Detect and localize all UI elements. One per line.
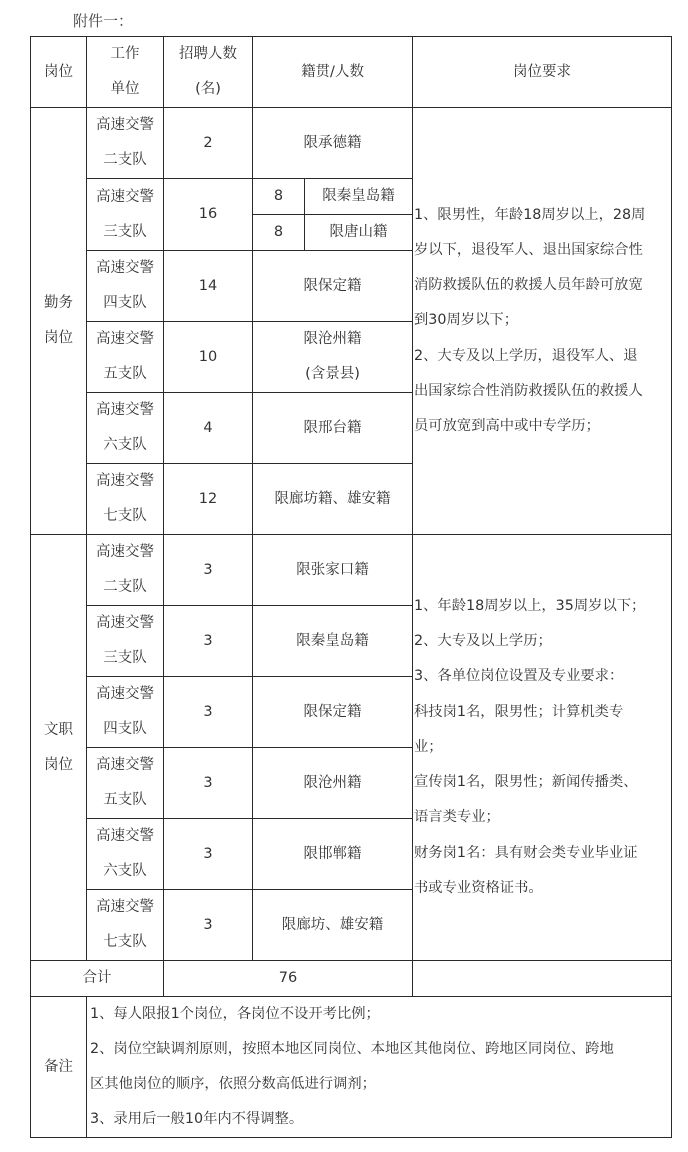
unit-cell: [87, 464, 164, 535]
total-label: 合计: [31, 961, 164, 997]
unit-line1: 高速交警: [96, 473, 154, 489]
count-cell: 3: [164, 535, 253, 606]
civil-post-label: [31, 535, 87, 961]
header-post: 岗位: [31, 37, 87, 108]
origin-line1: 限沧州籍: [303, 331, 362, 347]
origin-cell: 限邢台籍: [253, 393, 413, 464]
origin-cell: 限廊坊籍、雄安籍: [253, 464, 413, 535]
duty-label-line1: 勤务: [44, 295, 73, 311]
unit-cell: [87, 179, 164, 251]
req-line: 出国家综合性消防救援队伍的救援人: [414, 382, 643, 399]
total-empty: [413, 961, 672, 997]
table-row: [31, 535, 672, 606]
unit-line1: 高速交警: [96, 402, 154, 418]
unit-cell: [87, 748, 164, 819]
header-count-line2: (名): [195, 81, 221, 97]
count-cell: 3: [164, 819, 253, 890]
total-row: [31, 961, 672, 997]
count-cell: 3: [164, 748, 253, 819]
notes-row: [31, 997, 672, 1138]
origin-cell: 限廊坊、雄安籍: [253, 890, 413, 961]
origin-cell: 限沧州籍: [253, 748, 413, 819]
recruitment-table: [30, 36, 672, 1138]
unit-line2: 三支队: [103, 650, 147, 666]
origin-cell: [253, 322, 413, 393]
table-row: [31, 108, 672, 179]
origin-cell: 限秦皇岛籍: [253, 606, 413, 677]
unit-cell: [87, 251, 164, 322]
origin-cell: 限邯郸籍: [253, 819, 413, 890]
unit-line1: 高速交警: [96, 188, 154, 205]
civil-label-line2: 岗位: [44, 756, 73, 773]
origin-cell: 限保定籍: [253, 677, 413, 748]
unit-line1: 高速交警: [96, 828, 154, 844]
unit-cell: [87, 535, 164, 606]
sub-origin-cell: 限秦皇岛籍: [305, 179, 413, 215]
origin-cell: 限保定籍: [253, 251, 413, 322]
total-value: 76: [164, 961, 413, 997]
unit-cell: [87, 322, 164, 393]
req-line: 语言类专业；: [414, 809, 500, 826]
req-line: 到30周岁以下；: [414, 312, 518, 329]
req-line: 宣传岗1名，限男性；新闻传播类、: [414, 774, 638, 791]
origin-cell: 限承德籍: [253, 108, 413, 179]
req-line: 员可放宽到高中或中专学历；: [414, 418, 600, 434]
unit-line1: 高速交警: [96, 544, 154, 560]
note-line: 区其他岗位的顺序，依照分数高低进行调剂；: [90, 1076, 376, 1092]
req-line: 书或专业资格证书。: [414, 879, 543, 896]
note-line: 3、录用后一般10年内不得调整。: [90, 1111, 304, 1127]
unit-line2: 二支队: [103, 579, 147, 595]
duty-post-label: [31, 108, 87, 535]
req-line: 科技岗1名，限男性；计算机类专: [414, 703, 624, 720]
unit-line2: 七支队: [103, 508, 147, 524]
unit-line2: 四支队: [103, 295, 147, 311]
unit-cell: [87, 677, 164, 748]
notes-label: 备注: [31, 997, 87, 1138]
count-cell: 4: [164, 393, 253, 464]
unit-line2: 七支队: [103, 934, 147, 950]
civil-label-line1: 文职: [44, 721, 73, 738]
req-line: 1、限男性，年龄18周岁以上，28周: [414, 206, 646, 223]
unit-line2: 四支队: [103, 721, 147, 737]
unit-line1: 高速交警: [96, 615, 154, 631]
header-unit-line2: 单位: [110, 81, 140, 97]
count-cell: 14: [164, 251, 253, 322]
unit-line1: 高速交警: [96, 331, 154, 347]
count-cell: 16: [164, 179, 253, 251]
unit-line2: 六支队: [103, 437, 147, 453]
sub-count-cell: 8: [253, 215, 305, 251]
unit-line1: 高速交警: [96, 757, 154, 773]
sub-count-cell: 8: [253, 179, 305, 215]
header-count-line1: 招聘人数: [179, 46, 237, 62]
req-line: 2、大专及以上学历；: [414, 633, 552, 650]
header-origin: 籍贯/人数: [253, 37, 413, 108]
unit-cell: [87, 606, 164, 677]
notes-content: [87, 997, 672, 1138]
table-header-row: [31, 37, 672, 108]
unit-line2: 三支队: [103, 223, 147, 240]
count-cell: 12: [164, 464, 253, 535]
note-line: 2、岗位空缺调剂原则，按照本地区同岗位、本地区其他岗位、跨地区同岗位、跨地: [90, 1041, 614, 1057]
req-line: 业；: [414, 738, 443, 755]
attachment-label: 附件一：: [73, 12, 134, 30]
unit-line2: 五支队: [103, 366, 147, 382]
note-line: 1、每人限报1个岗位，各岗位不设开考比例；: [90, 1006, 380, 1022]
req-line: 消防救援队伍的救援人员年龄可放宽: [414, 277, 643, 294]
req-line: 财务岗1名：具有财会类专业毕业证: [414, 844, 638, 861]
req-line: 2、大专及以上学历，退役军人、退: [414, 347, 638, 364]
duty-requirements: [413, 108, 672, 535]
count-cell: 3: [164, 606, 253, 677]
unit-cell: [87, 108, 164, 179]
unit-line2: 二支队: [103, 152, 147, 168]
unit-line1: 高速交警: [96, 686, 154, 702]
origin-line2: (含景县): [305, 366, 360, 382]
unit-cell: [87, 890, 164, 961]
unit-line2: 六支队: [103, 863, 147, 879]
count-cell: 2: [164, 108, 253, 179]
unit-line1: 高速交警: [96, 260, 154, 276]
req-line: 岁以下，退役军人、退出国家综合性: [414, 241, 643, 258]
header-unit: [87, 37, 164, 108]
unit-cell: [87, 393, 164, 464]
header-requirements: 岗位要求: [413, 37, 672, 108]
unit-line1: 高速交警: [96, 117, 154, 133]
count-cell: 3: [164, 890, 253, 961]
req-line: 1、年龄18周岁以上，35周岁以下；: [414, 598, 646, 615]
civil-requirements: [413, 535, 672, 961]
origin-cell: 限张家口籍: [253, 535, 413, 606]
unit-line2: 五支队: [103, 792, 147, 808]
sub-origin-cell: 限唐山籍: [305, 215, 413, 251]
unit-line1: 高速交警: [96, 899, 154, 915]
header-unit-line1: 工作: [110, 46, 140, 62]
unit-cell: [87, 819, 164, 890]
duty-label-line2: 岗位: [44, 330, 73, 346]
req-line: 3、各单位岗位设置及专业要求：: [414, 668, 624, 685]
count-cell: 10: [164, 322, 253, 393]
header-count: [164, 37, 253, 108]
count-cell: 3: [164, 677, 253, 748]
